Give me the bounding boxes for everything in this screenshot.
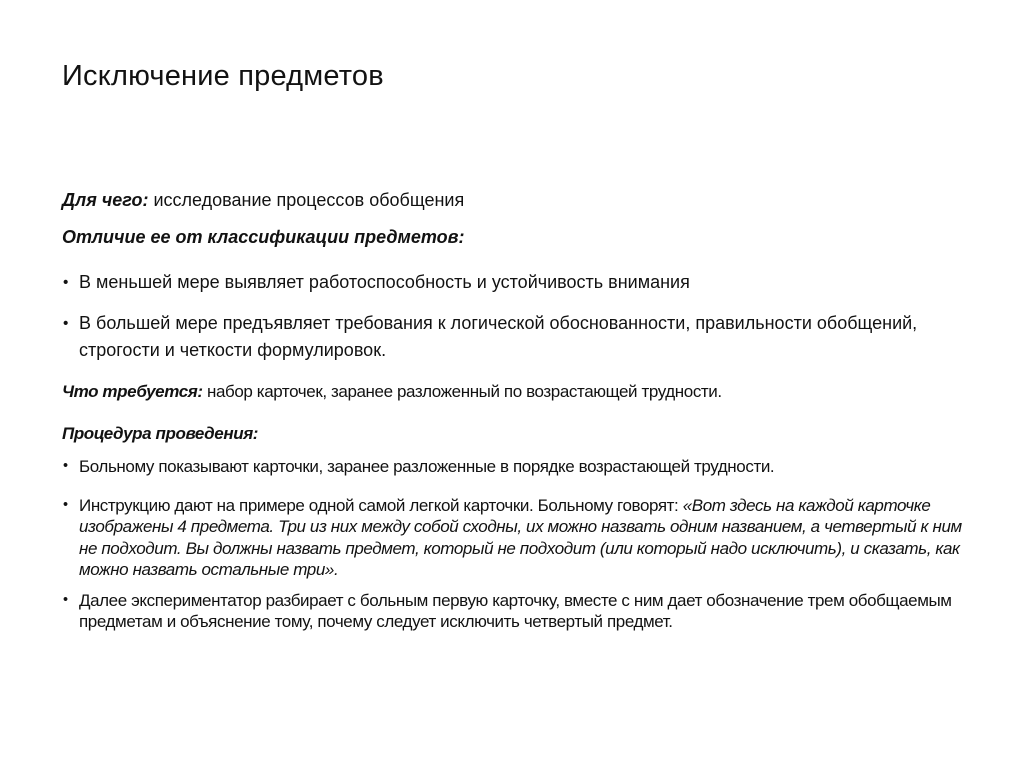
slide-title: Исключение предметов [62,60,384,92]
procedure-item-text: Далее экспериментатор разбирает с больным первую карточку, вместе с ним дает обозначение трем обобщаемым предметам и объяснение тому, почему следует исключить четвертый предмет. [79,590,952,631]
difference-label: Отличие ее от классификации предметов: [62,227,465,247]
paragraph-difference-heading [62,224,967,250]
difference-list [62,269,967,364]
list-item [62,269,967,296]
list-item [62,310,967,364]
paragraph-required [62,381,967,403]
procedure-item-quote: «Вот здесь на каждой карточке изображены 4 предмета. Три из них между собой сходны, их можно назвать одним названием, а четвертый к ним не подходит. Вы должны назвать предмет, который не подходит (или который надо исключить), и сказать, как можно назвать остальные три». [79,495,962,579]
list-item [62,590,967,633]
purpose-text: исследование процессов обобщения [153,190,465,210]
required-text: набор карточек, заранее разложенный по возрастающей трудности. [206,382,722,401]
paragraph-purpose [62,187,967,213]
procedure-label: Процедура проведения: [62,424,259,443]
difference-item-text: В большей мере предъявляет требования к логической обоснованности, правильности обобщений, строгости и четкости формулировок. [79,313,918,360]
procedure-item-text: Больному показывают карточки, заранее разложенные в порядке возрастающей трудности. [79,457,775,476]
difference-item-text: В меньшей мере выявляет работоспособность и устойчивость внимания [79,272,690,292]
paragraph-procedure-heading [62,423,967,445]
list-item [62,456,967,478]
procedure-list [62,456,967,633]
required-label: Что требуется: [62,382,203,401]
purpose-label: Для чего: [62,190,149,210]
procedure-item-lead: Инструкцию дают на примере одной самой легкой карточки. Больному говорят: [79,495,679,515]
list-item [62,495,967,581]
